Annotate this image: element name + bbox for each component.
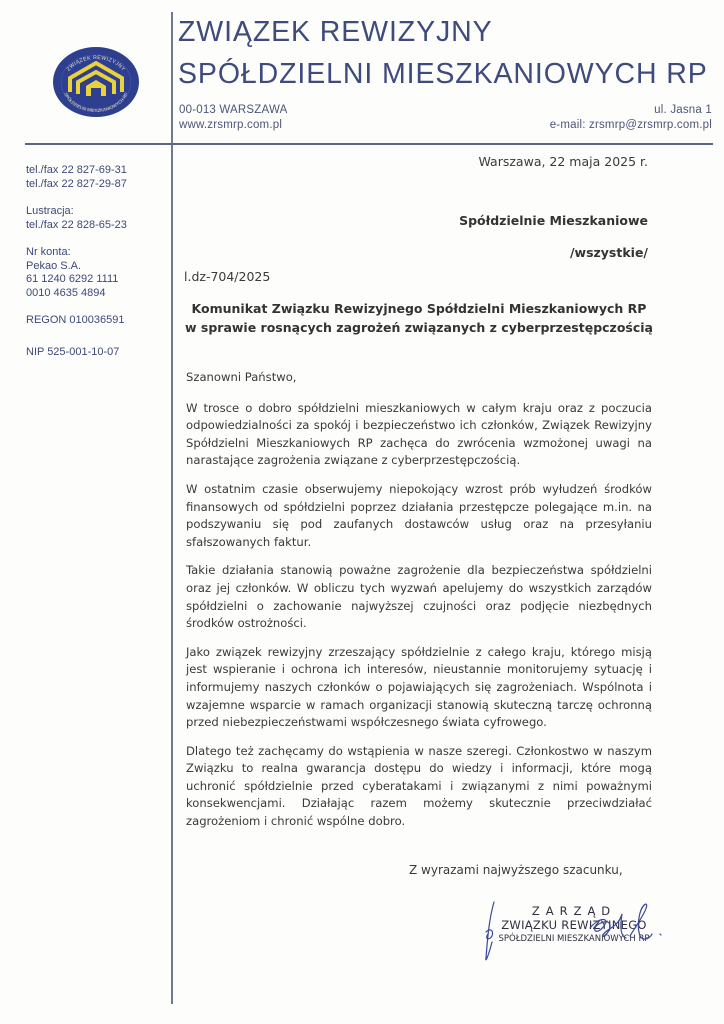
vertical-divider <box>171 12 173 1004</box>
account-label: Nr konta: <box>26 246 71 258</box>
account-number-line2: 0010 4635 4894 <box>26 286 106 299</box>
header-divider <box>25 143 713 145</box>
closing-line: Z wyrazami najwyższego szacunku, <box>409 863 623 877</box>
nip-number: NIP 525-001-10-07 <box>26 345 120 358</box>
org-name-line2: SPÓŁDZIELNI MIESZKANIOWYCH RP <box>178 58 708 90</box>
greeting: Szanowni Państwo, <box>186 370 297 384</box>
lustracja-label: Lustracja: <box>26 205 74 217</box>
email-link[interactable]: e-mail: zrsmrp@zrsmrp.com.pl <box>549 119 712 131</box>
letter-body <box>186 369 652 842</box>
bank-account-block <box>26 246 166 300</box>
website-link[interactable]: www.zrsmrp.com.pl <box>179 119 283 131</box>
letter-date: Warszawa, 22 maja 2025 r. <box>478 154 648 169</box>
lustracja-phone: tel./fax 22 828-65-23 <box>26 218 127 231</box>
account-number-line1: 61 1240 6292 1111 <box>26 273 119 285</box>
subject-line1: Komunikat Związku Rewizyjnego Spółdzielni Mieszkaniowych RP <box>191 301 647 316</box>
addressee-line1: Spółdzielnie Mieszkaniowe <box>459 213 648 228</box>
header-address-left <box>179 103 287 133</box>
paragraph-2: W ostatnim czasie obserwujemy niepokojący wzrost prób wyłudzeń środków finansowych od spółdzielni poprzez działania przestępcze polegające m.in. na podszywaniu się pod zaufanych dostawców usług oraz na przesyłaniu sfałszowanych faktur. <box>186 481 652 549</box>
subject-line2: w sprawie rosnących zagrożeń związanych z cyberprzestępczością <box>185 320 653 335</box>
header-address-right <box>550 103 712 133</box>
org-name-line1: ZWIĄZEK REWIZYJNY <box>178 16 493 48</box>
paragraph-3: Takie działania stanowią poważne zagrożenie dla bezpieczeństwa spółdzielni oraz jej członków. W obliczu tych wyzwań apelujemy do wszystkich zarządów spółdzielni o zachowanie najwyższej czujności oraz podjęcie niezbędnych środków ostrożności. <box>186 563 652 631</box>
letter-subject <box>184 299 654 337</box>
nip-block <box>26 346 166 360</box>
phone-2: tel./fax 22 827-29-87 <box>26 177 127 190</box>
phone-block <box>26 164 166 191</box>
paragraph-4: Jako związek rewizyjny zrzeszający spółdzielnie z całego kraju, którego misją jest wspieranie i ochrona ich interesów, nieustannie monitorujemy sytuację i informujemy naszych członków o pojawiających się zagrożeniach. Wspólnota i wzajemne wsparcie w ramach organizacji stanowią skuteczną tarczę ochronną przed niebezpieczeństwami współczesnego świata cyfrowego. <box>186 644 652 730</box>
signature-stamp <box>484 905 664 945</box>
postal-address: 00-013 WARSZAWA <box>179 104 288 116</box>
bank-name: Pekao S.A. <box>26 259 82 272</box>
stamp-line3: SPÓŁDZIELNI MIESZKANIOWYCH RP <box>498 934 650 944</box>
paragraph-5: Dlatego też zachęcamy do wstąpienia w nasze szeregi. Członkostwo w naszym Związku to realna gwarancja dostępu do wiedzy i informacji, które mogą uchronić spółdzielnie przed cyberatakami i związanymi z nimi poważnymi konsekwencjami. Działając razem możemy skutecznie przeciwdziałać zagrożeniom i chronić wspólne dobro. <box>186 743 652 829</box>
regon-number: REGON 010036591 <box>26 314 125 326</box>
organization-logo-icon <box>52 46 140 118</box>
regon-block <box>26 314 166 328</box>
paragraph-1: W trosce o dobro spółdzielni mieszkaniowych w całym kraju oraz z poczucia odpowiedzialności za spokój i bezpieczeństwo ich członków, Związek Rewizyjny Spółdzielni Mieszkaniowych RP zachęca do zwrócenia wzmożonej uwagi na narastające zagrożenia związane z cyberprzestępczością. <box>186 400 652 468</box>
contact-sidebar <box>26 164 166 373</box>
street-address: ul. Jasna 1 <box>654 104 712 116</box>
phone-1: tel./fax 22 827-69-31 <box>26 164 127 176</box>
stamp-line2: ZWIĄZKU REWIZYJNEGO <box>501 918 647 932</box>
lustracja-block <box>26 205 166 232</box>
logo-ring-text-top: ZWIĄZEK REWIZYJNY <box>65 55 127 73</box>
reference-number: l.dz-704/2025 <box>184 269 271 284</box>
stamp-line1: ZARZĄD <box>531 904 617 918</box>
addressee-line2: /wszystkie/ <box>569 245 648 260</box>
logo-ring-text-bottom: SPÓŁDZIELNI MIESZKANIOWYCH RP <box>63 91 129 114</box>
